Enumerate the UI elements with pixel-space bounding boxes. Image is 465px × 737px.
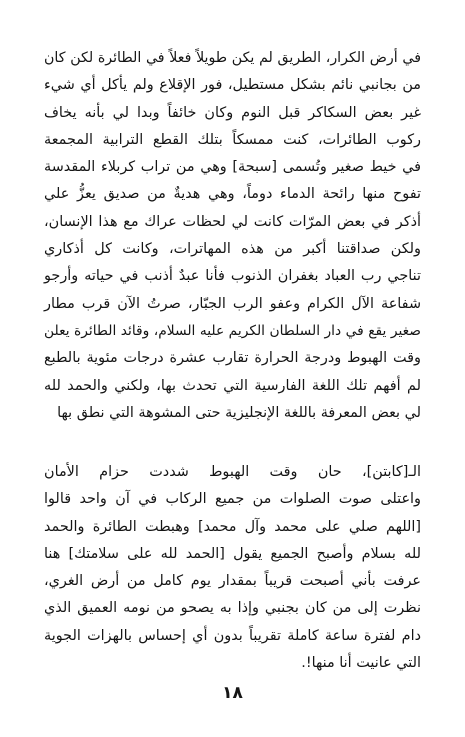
text-line: وقت الهبوط ودرجة الحرارة تقارب عشرة درجات مئوية بالطبع (44, 350, 421, 367)
page-number: ١٨ (222, 683, 243, 703)
text-line: لله بسلام وأصبح الجميع يقول [الحمد لله على سلامتك] هنا (44, 545, 421, 562)
text-line: الـ[كابتن]، حان وقت الهبوط شددت حزام الأمان (44, 464, 421, 480)
text-line: لي بعض المعرفة باللغة الإنجليزية حتى المشوهة التي نطق بها (57, 404, 421, 421)
text-line: ولكن صداقتنا أكبر من هذه المهاترات، وكانت كل أذكاري (44, 241, 421, 258)
text-line: ركوب الطائرات، كنت ممسكاً بتلك القطع الترابية المجمعة (44, 131, 421, 148)
text-line: تفوح منها رائحة الدماء دوماً، وهي هديةٌ من صديق يعزُّ علي (44, 186, 421, 203)
text-line: نظرت إلى من كان بجنبي وإذا به يصحو من نومه العميق الذي (44, 600, 421, 617)
text-line: التي عانيت أنا منها!. (301, 655, 421, 672)
text-line: شفاعة الآل الكرام وعفو الرب الجبّار، صرتُ الآن قرب مطار (44, 295, 421, 312)
text-line: في خيط صغير وتُسمى [سبحة] وهي من تراب كربلاء المقدسة (44, 159, 421, 176)
text-line: واعتلى صوت الصلوات من جميع الركاب في آن واحد قالوا (44, 491, 421, 508)
text-line: أذكر في بعض المرّات كانت لي لحظات عراك مع هذا الإنسان، (44, 213, 421, 230)
text-line: عرفت بأني أصبحت قريباً بمقدار يوم كامل من أرض الغري، (44, 573, 421, 590)
text-line: في أرض الكرار، الطريق لم يكن طويلاً فعلاً في الطائرة لكن كان (44, 50, 421, 66)
text-line: تناجي رب العباد بغفران الذنوب فأنا عبدٌ أذنب في حياته وأرجو (44, 268, 421, 285)
text-line: من بجانبي نائم بشكل مستطيل، فور الإقلاع ولم يأكل أي شيء (44, 77, 421, 94)
text-line: دام لفترة ساعة كاملة تقريباً بدون أي إحساس بالهزات الجوية (44, 627, 421, 644)
text-line: غير بعض السكاكر قبل النوم وكان خائفاً وبدا لي بأنه يخاف (44, 104, 421, 121)
text-line: صغير يقع في دار السلطان الكريم عليه السلام، وقائد الطائرة يعلن (44, 322, 421, 339)
paragraph-2 (44, 459, 421, 677)
paragraph-1 (44, 45, 421, 427)
text-line: [اللهم صلي على محمد وآل محمد] وهبطت الطائرة والحمد (44, 518, 421, 535)
text-line: لم أفهم تلك اللغة الفارسية التي تحدث بها، ولكني والحمد لله (44, 377, 421, 394)
